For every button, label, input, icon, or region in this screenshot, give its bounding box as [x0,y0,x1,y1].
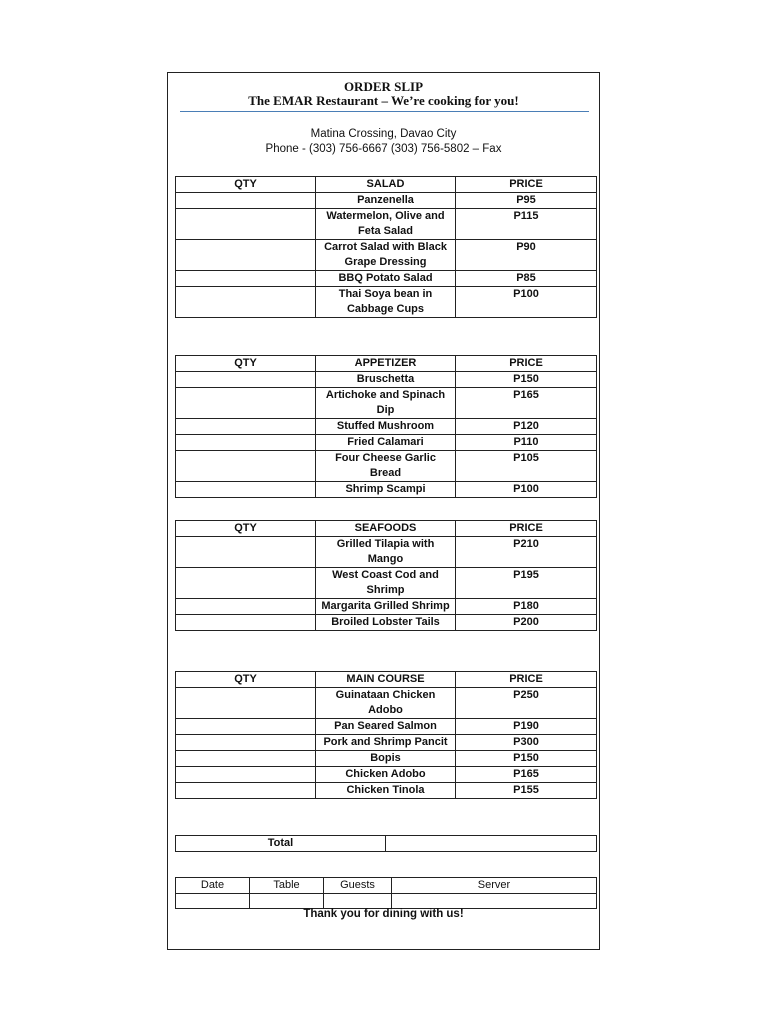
menu-row [176,537,597,568]
item-price: P155 [456,783,597,799]
qty-cell[interactable] [176,193,316,209]
menu-row [176,783,597,799]
price-header: PRICE [456,521,597,537]
qty-cell[interactable] [176,388,316,419]
item-name: Carrot Salad with Black Grape Dressing [316,240,456,271]
menu-row [176,568,597,599]
qty-cell[interactable] [176,599,316,615]
menu-row [176,767,597,783]
qty-cell[interactable] [176,568,316,599]
category-header: SALAD [316,177,456,193]
item-price: P190 [456,719,597,735]
menu-row [176,271,597,287]
menu-row [176,599,597,615]
header-divider [180,111,589,112]
server-header: Server [392,878,597,894]
table-field[interactable] [250,894,324,909]
menu-row [176,372,597,388]
item-price: P120 [456,419,597,435]
item-price: P210 [456,537,597,568]
guests-field[interactable] [324,894,392,909]
item-price: P200 [456,615,597,631]
menu-row [176,419,597,435]
qty-header: QTY [176,521,316,537]
item-name: Guinataan Chicken Adobo [316,688,456,719]
seafoods-table [175,520,597,631]
restaurant-tagline: The EMAR Restaurant – We’re cooking for you! [248,93,519,108]
order-info-table [175,877,597,909]
qty-cell[interactable] [176,537,316,568]
item-name: Grilled Tilapia with Mango [316,537,456,568]
qty-cell[interactable] [176,751,316,767]
qty-cell[interactable] [176,287,316,318]
item-name: Pork and Shrimp Pancit [316,735,456,751]
item-name: Bopis [316,751,456,767]
table-header: Table [250,878,324,894]
item-name: Fried Calamari [316,435,456,451]
item-price: P150 [456,751,597,767]
item-name: Panzenella [316,193,456,209]
item-price: P165 [456,388,597,419]
order-slip [167,72,600,950]
menu-row [176,482,597,498]
qty-cell[interactable] [176,240,316,271]
qty-cell[interactable] [176,419,316,435]
page-title: ORDER SLIP [343,79,424,94]
item-price: P85 [456,271,597,287]
total-value-field[interactable] [386,836,597,852]
item-name: West Coast Cod and Shrimp [316,568,456,599]
item-name: Margarita Grilled Shrimp [316,599,456,615]
qty-cell[interactable] [176,783,316,799]
menu-row [176,688,597,719]
qty-header: QTY [176,672,316,688]
price-header: PRICE [456,356,597,372]
qty-cell[interactable] [176,615,316,631]
qty-cell[interactable] [176,435,316,451]
item-name: Watermelon, Olive and Feta Salad [316,209,456,240]
category-header: APPETIZER [316,356,456,372]
menu-row [176,435,597,451]
item-price: P150 [456,372,597,388]
item-price: P105 [456,451,597,482]
guests-header: Guests [324,878,392,894]
salad-table [175,176,597,318]
item-price: P90 [456,240,597,271]
qty-cell[interactable] [176,735,316,751]
total-table [175,835,597,852]
item-name: Bruschetta [316,372,456,388]
item-name: Pan Seared Salmon [316,719,456,735]
phone-fax: Phone - (303) 756-6667 (303) 756-5802 – Fax [265,143,502,155]
item-name: BBQ Potato Salad [316,271,456,287]
price-header: PRICE [456,177,597,193]
item-price: P165 [456,767,597,783]
server-field[interactable] [392,894,597,909]
menu-row [176,719,597,735]
menu-row [176,287,597,318]
menu-row [176,615,597,631]
price-header: PRICE [456,672,597,688]
item-price: P115 [456,209,597,240]
menu-row [176,193,597,209]
date-field[interactable] [176,894,250,909]
item-name: Chicken Tinola [316,783,456,799]
qty-cell[interactable] [176,688,316,719]
item-name: Chicken Adobo [316,767,456,783]
qty-header: QTY [176,356,316,372]
qty-cell[interactable] [176,767,316,783]
qty-cell[interactable] [176,271,316,287]
appetizer-table [175,355,597,498]
item-price: P100 [456,482,597,498]
item-price: P100 [456,287,597,318]
address: Matina Crossing, Davao City [310,128,457,140]
thank-you-message: Thank you for dining with us! [303,908,464,920]
item-name: Four Cheese Garlic Bread [316,451,456,482]
menu-row [176,209,597,240]
item-name: Shrimp Scampi [316,482,456,498]
qty-cell[interactable] [176,482,316,498]
menu-row [176,388,597,419]
item-price: P250 [456,688,597,719]
total-label: Total [176,836,386,852]
qty-cell[interactable] [176,209,316,240]
item-name: Artichoke and Spinach Dip [316,388,456,419]
main-course-table [175,671,597,799]
item-price: P300 [456,735,597,751]
item-name: Stuffed Mushroom [316,419,456,435]
qty-cell[interactable] [176,719,316,735]
menu-row [176,751,597,767]
menu-row [176,735,597,751]
item-price: P110 [456,435,597,451]
qty-cell[interactable] [176,451,316,482]
qty-cell[interactable] [176,372,316,388]
item-name: Thai Soya bean in Cabbage Cups [316,287,456,318]
item-name: Broiled Lobster Tails [316,615,456,631]
category-header: SEAFOODS [316,521,456,537]
item-price: P95 [456,193,597,209]
qty-header: QTY [176,177,316,193]
menu-row [176,451,597,482]
category-header: MAIN COURSE [316,672,456,688]
menu-row [176,240,597,271]
item-price: P180 [456,599,597,615]
date-header: Date [176,878,250,894]
item-price: P195 [456,568,597,599]
